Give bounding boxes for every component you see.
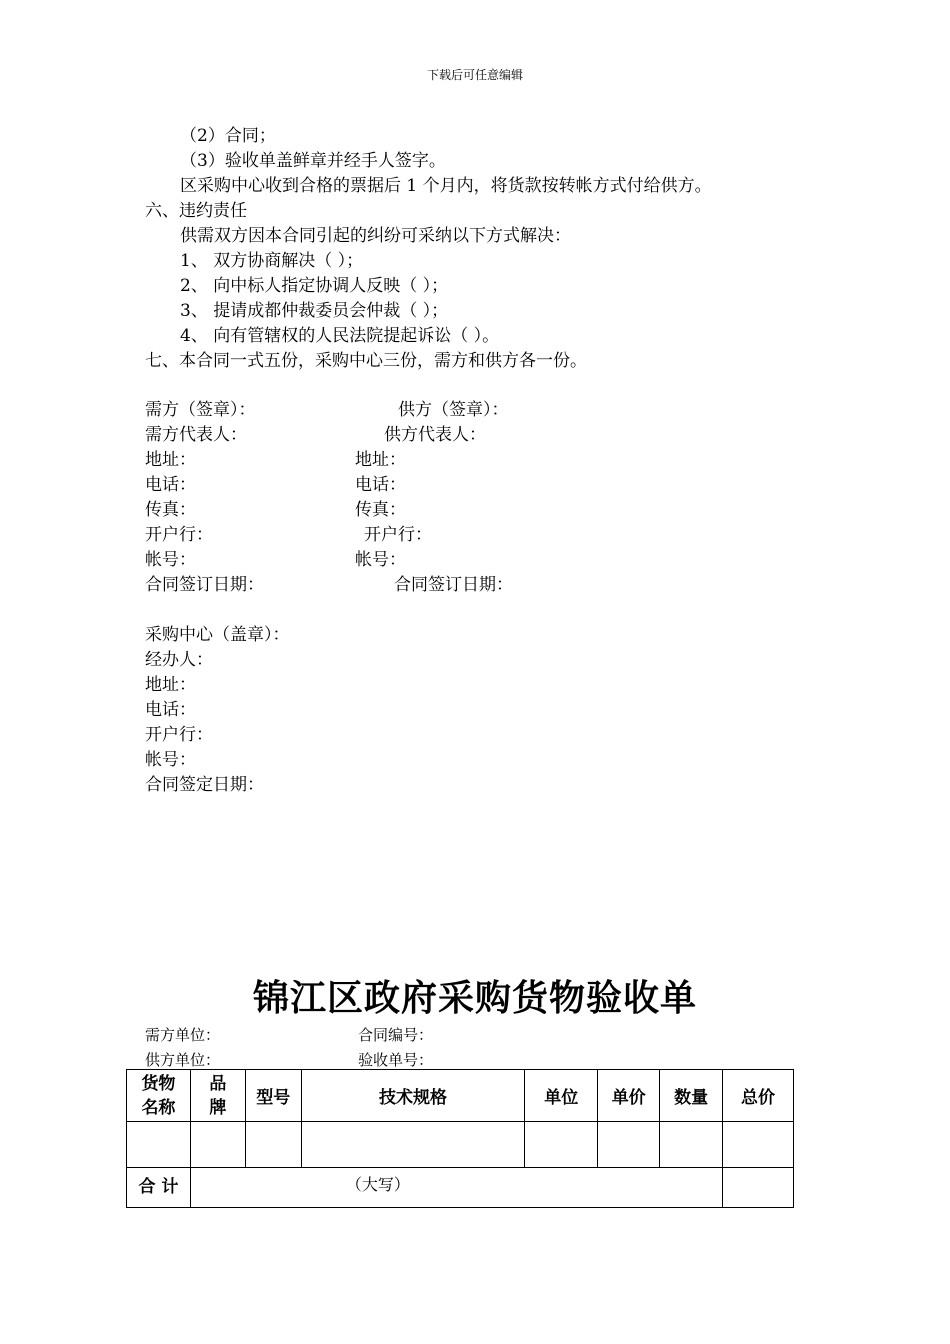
sign-right-5: 开户行： — [364, 525, 432, 545]
center-seal: 采购中心（盖章）： — [145, 625, 290, 645]
sign-left-3: 电话： — [145, 475, 196, 495]
table-row — [127, 1122, 794, 1168]
col-unit-price: 单价 — [598, 1070, 660, 1122]
sign-right-3: 电话： — [355, 475, 406, 495]
center-bank: 开户行： — [145, 725, 213, 745]
buyer-unit-label: 需方单位： — [145, 1026, 221, 1044]
sign-right-0: 供方（签章）： — [398, 400, 509, 420]
sign-left-0: 需方（签章）： — [145, 400, 256, 420]
cell-total-price[interactable] — [723, 1122, 794, 1168]
supplier-unit-label: 供方单位： — [145, 1051, 221, 1069]
center-phone: 电话： — [145, 700, 196, 720]
sign-left-4: 传真： — [145, 500, 196, 520]
sign-right-7: 合同签订日期： — [394, 575, 513, 595]
sign-left-1: 需方代表人： — [145, 425, 247, 445]
form-title: 锦江区政府采购货物验收单 — [252, 978, 697, 1019]
clause-item-3: （3）验收单盖鲜章并经手人签字。 — [180, 151, 446, 171]
center-handler: 经办人： — [145, 650, 213, 670]
col-brand-line1: 品 — [209, 1073, 227, 1094]
acceptance-table — [126, 1069, 794, 1208]
center-address: 地址： — [145, 675, 196, 695]
cell-goods[interactable] — [127, 1122, 191, 1168]
sign-left-5: 开户行： — [145, 525, 213, 545]
col-brand — [190, 1070, 245, 1122]
sign-left-2: 地址： — [145, 450, 196, 470]
sign-right-6: 帐号： — [355, 550, 406, 570]
col-model: 型号 — [245, 1070, 301, 1122]
page-header: 下载后可任意编辑 — [426, 68, 523, 82]
sign-right-2: 地址： — [355, 450, 406, 470]
receipt-no-label: 验收单号： — [358, 1051, 434, 1069]
col-goods-line1: 货物 — [141, 1073, 176, 1094]
capital-amount-cell[interactable]: （大写） — [190, 1168, 722, 1208]
cell-quantity[interactable] — [660, 1122, 723, 1168]
sign-left-7: 合同签订日期： — [145, 575, 264, 595]
section-6-intro: 供需双方因本合同引起的纠纷可采纳以下方式解决： — [180, 226, 571, 246]
col-brand-line2: 牌 — [209, 1097, 227, 1118]
section-6-title: 六、违约责任 — [145, 201, 247, 221]
center-account: 帐号： — [145, 750, 196, 770]
option-3: 3、 提请成都仲裁委员会仲裁（ ）； — [180, 301, 449, 321]
total-amount-cell[interactable] — [723, 1168, 794, 1208]
contract-no-label: 合同编号： — [358, 1026, 434, 1044]
cell-brand[interactable] — [190, 1122, 245, 1168]
clause-payment: 区采购中心收到合格的票据后 1 个月内，将货款按转帐方式付给供方。 — [180, 176, 712, 196]
total-row — [127, 1168, 794, 1208]
col-total-price: 总价 — [723, 1070, 794, 1122]
cell-unit[interactable] — [525, 1122, 598, 1168]
cell-unit-price[interactable] — [598, 1122, 660, 1168]
sign-right-4: 传真： — [355, 500, 406, 520]
option-4: 4、 向有管辖权的人民法院提起诉讼（ ）。 — [180, 326, 500, 346]
clause-item-2: （2）合同； — [180, 126, 276, 146]
sign-left-6: 帐号： — [145, 550, 196, 570]
option-1: 1、 双方协商解决（ ）； — [180, 251, 364, 271]
center-date: 合同签定日期： — [145, 775, 264, 795]
section-7: 七、本合同一式五份，采购中心三份，需方和供方各一份。 — [145, 351, 587, 371]
option-2: 2、 向中标人指定协调人反映（ ）； — [180, 276, 449, 296]
col-spec: 技术规格 — [301, 1070, 525, 1122]
cell-spec[interactable] — [301, 1122, 525, 1168]
cell-model[interactable] — [245, 1122, 301, 1168]
col-quantity: 数量 — [660, 1070, 723, 1122]
col-unit: 单位 — [525, 1070, 598, 1122]
total-label: 合 计 — [127, 1168, 191, 1208]
col-goods-line2: 名称 — [141, 1097, 176, 1118]
sign-right-1: 供方代表人： — [384, 425, 486, 445]
table-header-row — [127, 1070, 794, 1122]
col-goods-name — [127, 1070, 191, 1122]
